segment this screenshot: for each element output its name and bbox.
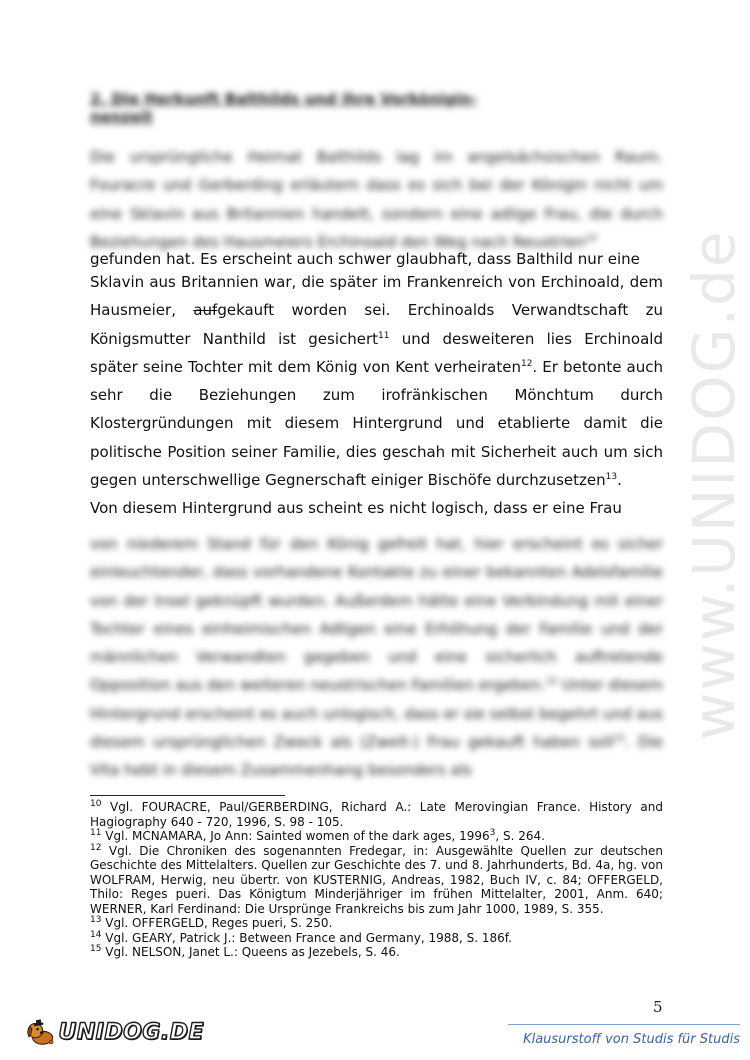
footnote: $^{15}$ Vgl. NELSON, Janet L.: Queens as Jezebels, S. 46. (90, 944, 400, 959)
footnote: $^{12}$ Vgl. Die Chroniken des sogenannten Fredegar, in: Ausgewählte Quellen zur deutschen Geschichte des Mittelalters. Quellen zur Geschichte des 7. und 8. Jahrhunderts, Bd. 4a, hg. von WOLFRAM, Herwig, neu übertr. von KUSTERNIG, Andreas, 1982, Buch IV, c. 84; OFFERGELD, Thilo: Reges pueri. Das Königtum Minderjähriger im frühen Mittelalter, 2001, Anm. 640; WERNER, Karl Ferdinand: Die Ursprünge Frankreichs bis zum Jahr 1000, 1989, S. 355. (90, 842, 663, 916)
site-logo[interactable] (24, 1012, 204, 1052)
footnote-ref: 11 (378, 330, 390, 341)
footnote: $^{10}$ Vgl. FOURACRE, Paul/GERBERDING, Richard A.: Late Merovingian France. History and Hagiography 640 - 720, 1996, S. 98 - 105. (90, 799, 663, 829)
blurred-paragraph-top (90, 143, 663, 256)
logo-text: UNIDOG.DE (58, 1019, 204, 1045)
footnote: $^{11}$ Vgl. MCNAMARA, Jo Ann: Sainted women of the dark ages, 1996$^3$, S. 264. (90, 828, 545, 843)
section-heading: 2. Die Herkunft Balthilds und ihre Vorköniginnenzeit (90, 90, 478, 126)
footer-divider (508, 1024, 740, 1025)
footnote-ref: 14 (545, 677, 558, 688)
page-number: 5 (653, 998, 663, 1016)
partial-line-clip (0, 250, 750, 268)
footnote-ref: 15 (613, 734, 626, 745)
footnote-ref: 10 (585, 233, 597, 244)
footer-tagline: Klausurstoff von Studis für Studis (523, 1032, 740, 1047)
footnote: $^{14}$ Vgl. GEARY, Patrick J.: Between France and Germany, 1988, S. 186f. (90, 929, 512, 945)
footnote: $^{13}$ Vgl. OFFERGELD, Reges pueri, S. 250. (90, 915, 333, 930)
footnotes (90, 800, 663, 960)
footnote-ref: 13 (605, 472, 618, 483)
readable-paragraph: Sklavin aus Britannien war, die später im Frankenreich von Erchinoald, dem Hausmeier, aufgekauft worden sei. Erchinoalds Verwandtschaft zu Königsmutter Nanthild ist gesichert$^{11}$ und desweiteren lies Erchinoald später seine Tochter mit dem König von Kent verheiraten$^{12}$. Er betonte auch sehr die Beziehungen zum irofränkischen Mönchtum durch Klostergründungen mit diesem Hintergrund und etablierte damit die politische Position seiner Familie, dies geschah mit Sicherheit auch um sich gegen unterschwellige Gegnerschaft einiger Bischöfe durchzusetzen$^{13}$. Von diesem Hintergrund aus scheint es nicht logisch, dass er eine Frau (90, 273, 663, 518)
partially-visible-line: gefunden hat. Es erscheint auch schwer glaubhaft, dass Balthild nur eine (90, 250, 640, 268)
footnote-ref: 12 (520, 358, 533, 369)
watermark: www.UNIDOG.de (680, 229, 748, 740)
blurred-text: Die ursprüngliche Heimat Balthilds lag im angelsächsischen Raum. Fouracre und Gerberding erläutern dass es sich bei der Königin nicht um eine Sklavin aus Britannien handelt, sondern eine adlige Frau, die durch Beziehungen des Hausmeiers Erchinoald den Weg nach Neustrien (90, 148, 663, 251)
struck-word: auf (193, 301, 218, 320)
dog-mascot-icon (24, 1012, 58, 1052)
blurred-paragraph-bottom: von niederem Stand für den König gefreit hat, hier erscheint es sicher einleuchtender, dass vorhandene Kontakte zu einer bekannten Adelsfamilie von der Insel geknüpft wurden. Außerdem hätte eine Verbindung mit einer Tochter eines einheimischen Adligen eine Erhöhung der Familie und der männlichen Verwandten gegeben und eine sicherlich auftretende Opposition aus den weiteren neustrischen Familien ergeben.$^{14}$ Unter diesem Hintergrund erscheint es auch unlogisch, dass er sie selbst begehrt und aus diesem ursprünglichen Zweck als (Zweit-) Frau gekauft haben soll$^{15}$. Die Vita hebt in diesem Zusammenhang besonders als (90, 535, 664, 780)
footnote-separator (90, 795, 285, 796)
